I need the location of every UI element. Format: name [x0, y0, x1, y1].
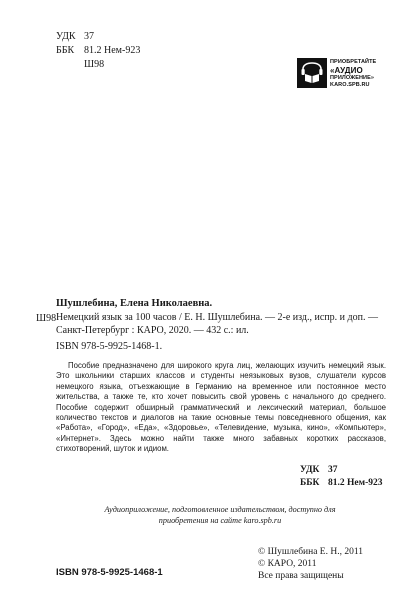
annotation	[56, 361, 386, 455]
logo-line-3: ПРИЛОЖЕНИЕ»	[330, 75, 375, 81]
copyright-block	[258, 546, 363, 582]
logo-line-4: KARO.SPB.RU	[330, 82, 370, 88]
bbk-label: ББК	[56, 45, 75, 56]
bbk-bottom-line	[300, 477, 383, 490]
udk-label: УДК	[56, 31, 76, 42]
udk-line	[56, 30, 140, 44]
bbk-bottom-value: 81.2 Нем-923	[328, 478, 383, 488]
catalog-mark: Ш98	[36, 313, 57, 324]
isbn-bottom: ISBN 978-5-9925-1468-1	[56, 567, 163, 578]
annotation-paragraph: Пособие предназначено для широкого круга лиц, желающих изучить немецкий язык. Это школьники старших классов и студенты неязыковых вузов, слушатели курсов немецкого языка, отъезжающие в Германию на временное или постоянное место жительства, а также те, кто хочет повысить свой уровень с начального до среднего. Пособие содержит обширный грамматический и лексический материал, большое количество текстов и диалогов на такие основные темы повседневного общения, как «Работа», «Город», «Еда», «Здоровье», «Телевидение, музыка, кино», «Компьютер», «Интернет». Здесь можно найти также много забавных коротких рассказов, стихотворений, шуток и идиом.	[56, 361, 386, 454]
classification-bottom	[300, 464, 383, 490]
bbk-bottom-label: ББК	[300, 478, 320, 488]
logo-line-1: ПРИОБРЕТАЙТЕ	[330, 59, 377, 65]
udk-value: 37	[84, 31, 94, 42]
catalog-isbn: ISBN 978-5-9925-1468-1.	[56, 341, 163, 352]
rights-reserved: Все права защищены	[258, 571, 344, 581]
audio-note: Аудиоприложение, подготовленное издательством, доступно для приобретения на сайте karo.spb.ru	[104, 505, 336, 525]
bbk-value: 81.2 Нем-923	[84, 45, 141, 56]
udk-bottom-label: УДК	[300, 465, 320, 475]
author-mark: Ш98	[84, 59, 105, 70]
classification-block	[56, 30, 140, 72]
audio-supplement-logo	[297, 58, 381, 88]
copyright-author: © Шушлебина Е. Н., 2011	[258, 547, 363, 557]
author-mark-line	[56, 58, 140, 72]
logo-line-2: «АУДИО	[330, 66, 363, 75]
logo-text	[330, 59, 376, 89]
catalog-description: Немецкий язык за 100 часов / Е. Н. Шушлебина. — 2-е изд., испр. и доп. — Санкт-Петербург : КАРО, 2020. — 432 с.: ил.	[56, 312, 378, 336]
copyright-publisher: © КАРО, 2011	[258, 559, 317, 569]
book-audio-logo-icon	[297, 58, 327, 88]
catalog-author: Шушлебина, Елена Николаевна.	[56, 298, 213, 309]
udk-bottom-line	[300, 464, 383, 477]
udk-bottom-value: 37	[328, 465, 338, 475]
bbk-line	[56, 44, 140, 58]
